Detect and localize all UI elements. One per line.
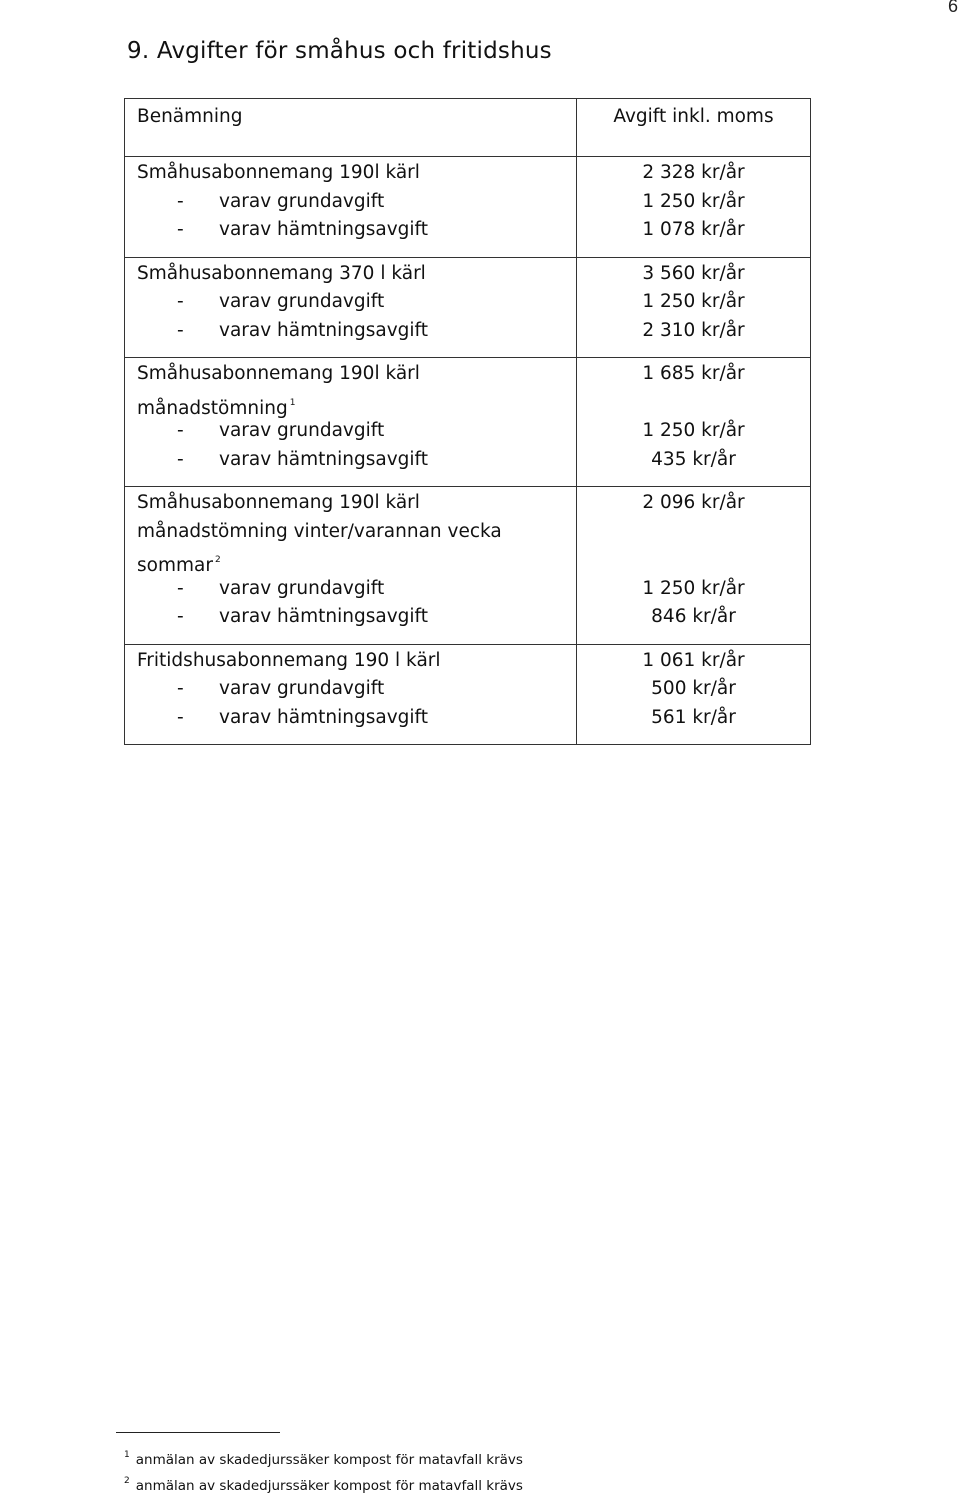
fee-table-body	[125, 157, 811, 745]
footnote-item	[124, 1450, 523, 1468]
fee-value-cell	[577, 358, 811, 487]
list-dash: -	[177, 190, 184, 212]
fee-value-cell	[577, 644, 811, 745]
fee-amount: 561 kr/år	[651, 706, 736, 728]
column-header-fee-label: Avgift inkl. moms	[613, 106, 774, 127]
fee-amount: 500 kr/år	[651, 678, 736, 699]
fee-item-text: varav hämtningsavgift	[219, 219, 428, 240]
footnote-reference: 2	[214, 555, 221, 565]
fee-item-text: månadstömning	[137, 397, 288, 419]
fee-sub-item	[125, 704, 576, 733]
list-dash: -	[177, 420, 184, 441]
fee-item-text: varav grundavgift	[219, 577, 385, 599]
fee-item-text: Småhusabonnemang 190l kärl	[137, 492, 420, 513]
fee-amount: 1 685 kr/år	[642, 363, 745, 384]
list-dash: -	[177, 706, 184, 728]
fee-item-name	[125, 260, 576, 289]
list-dash: -	[177, 678, 184, 699]
fee-item-name	[125, 518, 576, 547]
list-dash: -	[177, 291, 184, 312]
fee-item-text: Småhusabonnemang 370 l kärl	[137, 262, 426, 284]
fee-name-cell	[125, 257, 577, 358]
fee-name-cell	[125, 644, 577, 745]
fee-amount: 1 250 kr/år	[642, 190, 745, 212]
fee-item-text: varav grundavgift	[219, 291, 385, 312]
fee-name-cell	[125, 487, 577, 645]
fee-amount: 1 250 kr/år	[642, 420, 745, 441]
fee-amount: 3 560 kr/år	[642, 262, 745, 284]
list-dash: -	[177, 319, 184, 341]
page-number: 6	[947, 0, 958, 16]
fee-amount	[577, 389, 810, 418]
fee-sub-item	[125, 675, 576, 704]
fee-item-name	[125, 647, 576, 676]
page-title: 9. Avgifter för småhus och fritidshus	[127, 38, 552, 64]
fee-sub-item	[125, 575, 576, 604]
list-dash: -	[177, 219, 184, 240]
fee-amount: 1 250 kr/år	[642, 577, 745, 599]
table-row	[125, 644, 811, 745]
fee-item-text: sommar	[137, 555, 213, 576]
fee-amount: 1 078 kr/år	[642, 219, 745, 240]
fee-item-text: varav grundavgift	[219, 420, 385, 441]
fee-item-name	[125, 159, 576, 188]
fee-amount: 846 kr/år	[651, 606, 736, 627]
list-dash: -	[177, 448, 184, 470]
fee-sub-item	[125, 216, 576, 245]
fee-value-cell	[577, 487, 811, 645]
fee-item-text: varav grundavgift	[219, 678, 385, 699]
fee-amount: 2 310 kr/år	[642, 319, 745, 341]
footnote-separator	[116, 1432, 280, 1433]
fee-sub-item	[125, 288, 576, 317]
fee-amount	[577, 546, 810, 575]
fee-value-cell	[577, 257, 811, 358]
footnote-text: anmälan av skadedjurssäker kompost för matavfall krävs	[135, 1452, 523, 1468]
fee-item-name	[125, 489, 576, 518]
fee-item-name	[125, 389, 576, 418]
footnote-item	[124, 1476, 523, 1494]
column-header-fee	[577, 99, 811, 157]
fee-name-cell	[125, 157, 577, 258]
footnote-text: anmälan av skadedjurssäker kompost för matavfall krävs	[135, 1478, 523, 1494]
fee-item-text: varav hämtningsavgift	[219, 606, 428, 627]
list-dash: -	[177, 577, 184, 599]
table-row	[125, 487, 811, 645]
footnote-reference: 1	[289, 397, 296, 408]
fee-sub-item	[125, 417, 576, 446]
fee-name-cell	[125, 358, 577, 487]
fee-amount: 2 328 kr/år	[642, 162, 745, 183]
column-header-name-label: Benämning	[137, 106, 243, 127]
fee-amount: 1 061 kr/år	[642, 649, 745, 671]
fee-sub-item	[125, 317, 576, 346]
footnote-mark: 2	[124, 1476, 130, 1486]
fee-amount: 2 096 kr/år	[642, 492, 745, 513]
fee-item-text: varav hämtningsavgift	[219, 319, 428, 341]
fee-amount: 1 250 kr/år	[642, 291, 745, 312]
table-row	[125, 257, 811, 358]
fee-item-text: varav grundavgift	[219, 190, 385, 212]
fee-item-text: månadstömning vinter/varannan vecka	[137, 520, 502, 542]
fee-item-text: Småhusabonnemang 190l kärl	[137, 363, 420, 384]
table-row	[125, 157, 811, 258]
fee-item-text: varav hämtningsavgift	[219, 706, 428, 728]
fee-item-name	[125, 360, 576, 389]
fee-item-text: Småhusabonnemang 190l kärl	[137, 162, 420, 183]
fee-sub-item	[125, 446, 576, 475]
table-row	[125, 358, 811, 487]
fee-sub-item	[125, 603, 576, 632]
footnote-mark: 1	[124, 1450, 130, 1460]
fee-item-text: Fritidshusabonnemang 190 l kärl	[137, 649, 441, 671]
fee-amount	[577, 518, 810, 547]
fee-value-cell	[577, 157, 811, 258]
fee-table	[124, 98, 811, 745]
fee-sub-item	[125, 188, 576, 217]
column-header-name	[125, 99, 577, 157]
fee-amount: 435 kr/år	[651, 448, 736, 470]
fee-item-text: varav hämtningsavgift	[219, 448, 428, 470]
fee-item-name	[125, 546, 576, 575]
list-dash: -	[177, 606, 184, 627]
